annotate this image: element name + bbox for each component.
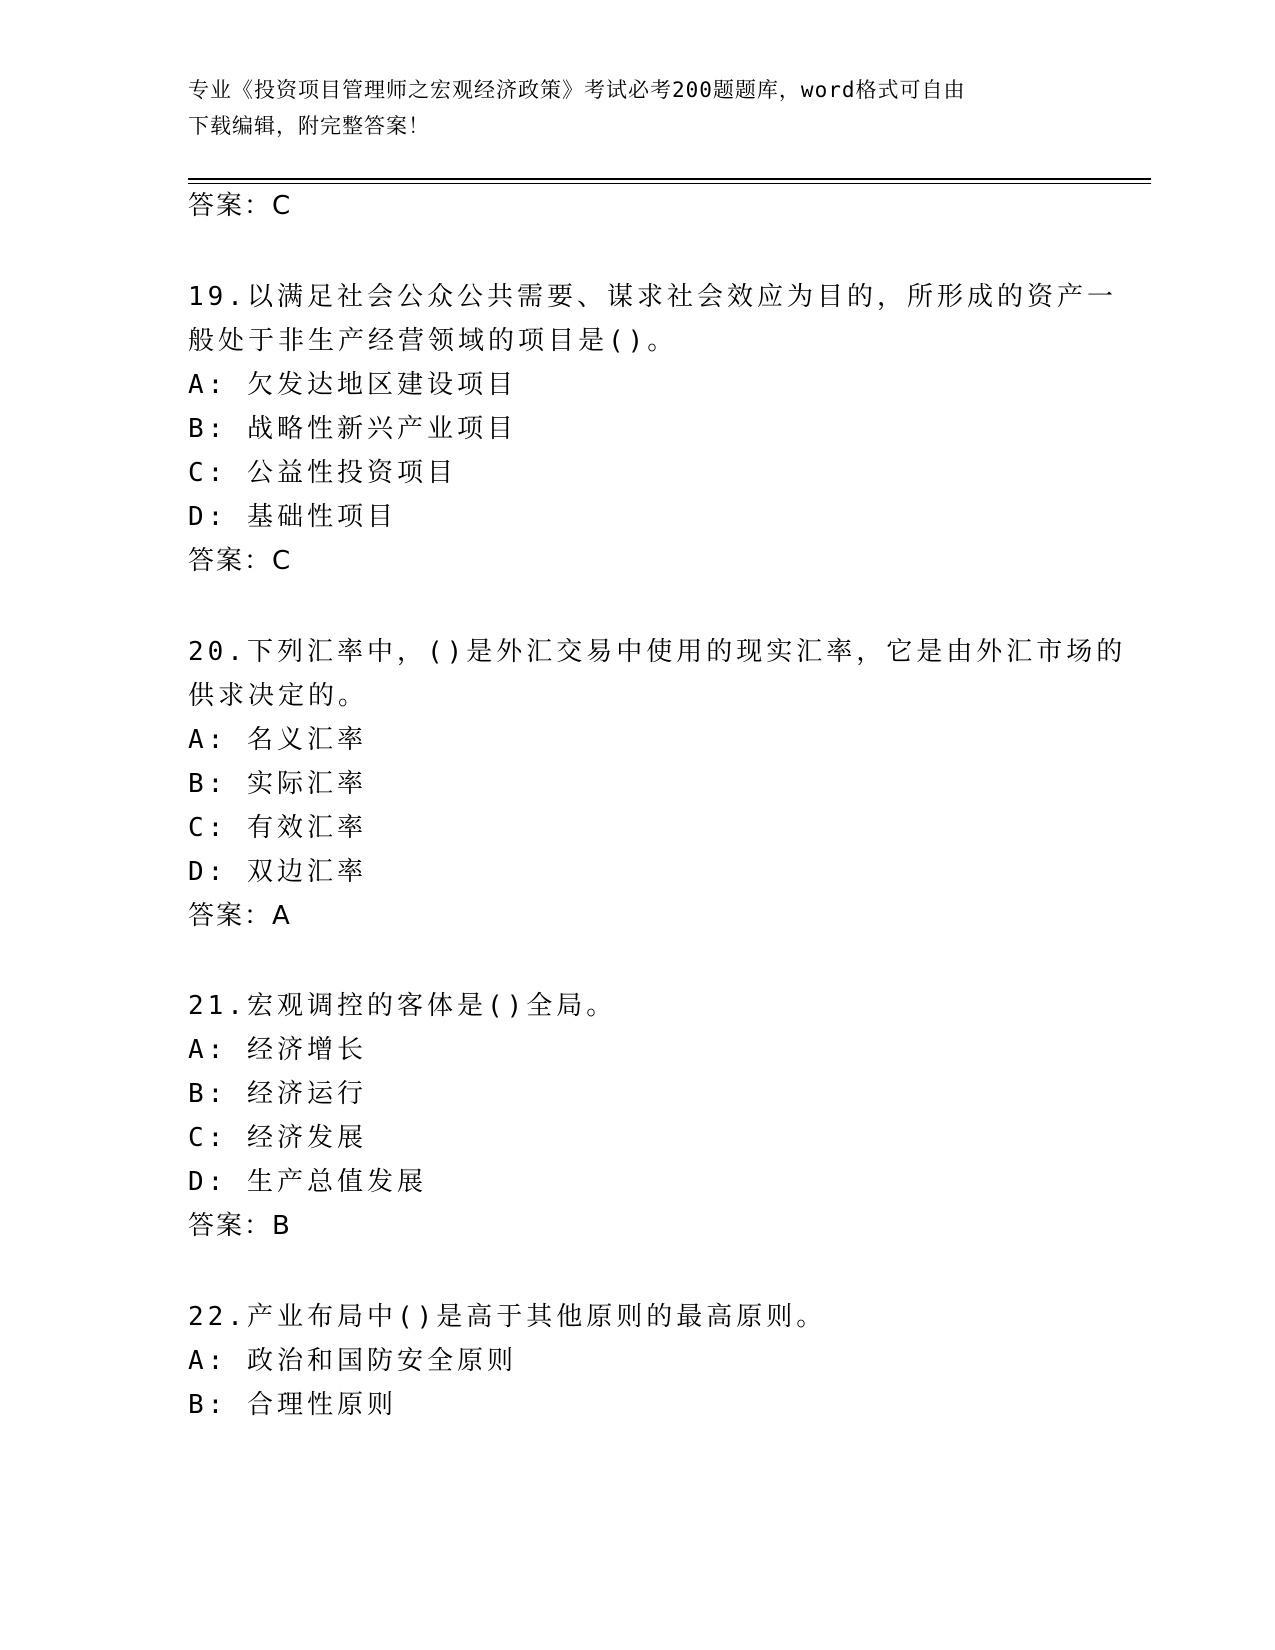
question-22-option-a: A: 政治和国防安全原则 xyxy=(188,1346,517,1376)
question-19-stem-line-1: 19.以满足社会公众公共需要、谋求社会效应为目的，所形成的资产一 xyxy=(188,282,1117,312)
question-19-option-c: C: 公益性投资项目 xyxy=(188,458,457,488)
header-line-2: 下载编辑，附完整答案！ xyxy=(188,114,430,138)
question-20-option-c: C: 有效汇率 xyxy=(188,813,367,843)
question-21-option-d: D: 生产总值发展 xyxy=(188,1167,427,1197)
question-20-option-a: A: 名义汇率 xyxy=(188,725,367,755)
question-21-answer: 答案：B xyxy=(188,1211,292,1241)
question-21-option-c: C: 经济发展 xyxy=(188,1123,367,1153)
answer-label: 答案：C xyxy=(188,191,293,221)
question-19-option-d: D: 基础性项目 xyxy=(188,502,397,532)
question-19-stem-line-2: 般处于非生产经营领域的项目是()。 xyxy=(188,326,678,356)
question-22-option-b: B: 合理性原则 xyxy=(188,1390,397,1420)
document-header xyxy=(188,72,1088,144)
question-20-stem-line-2: 供求决定的。 xyxy=(188,681,369,711)
header-divider-thin xyxy=(188,183,1151,184)
question-19-option-b: B: 战略性新兴产业项目 xyxy=(188,414,517,444)
question-21-stem-line-1: 21.宏观调控的客体是()全局。 xyxy=(188,991,617,1021)
question-19-answer: 答案：C xyxy=(188,546,293,576)
question-21-option-a: A: 经济增长 xyxy=(188,1035,367,1065)
question-20-option-d: D: 双边汇率 xyxy=(188,857,367,887)
header-divider-thick xyxy=(188,178,1151,180)
question-20-stem-line-1: 20.下列汇率中，()是外汇交易中使用的现实汇率，它是由外汇市场的 xyxy=(188,637,1127,667)
question-20-answer: 答案：A xyxy=(188,901,292,931)
question-21-option-b: B: 经济运行 xyxy=(188,1079,367,1109)
header-line-1: 专业《投资项目管理师之宏观经济政策》考试必考200题题库，word格式可自由 xyxy=(188,78,966,102)
question-20-option-b: B: 实际汇率 xyxy=(188,769,367,799)
question-19-option-a: A: 欠发达地区建设项目 xyxy=(188,370,517,400)
question-22-stem-line-1: 22.产业布局中()是高于其他原则的最高原则。 xyxy=(188,1302,827,1332)
